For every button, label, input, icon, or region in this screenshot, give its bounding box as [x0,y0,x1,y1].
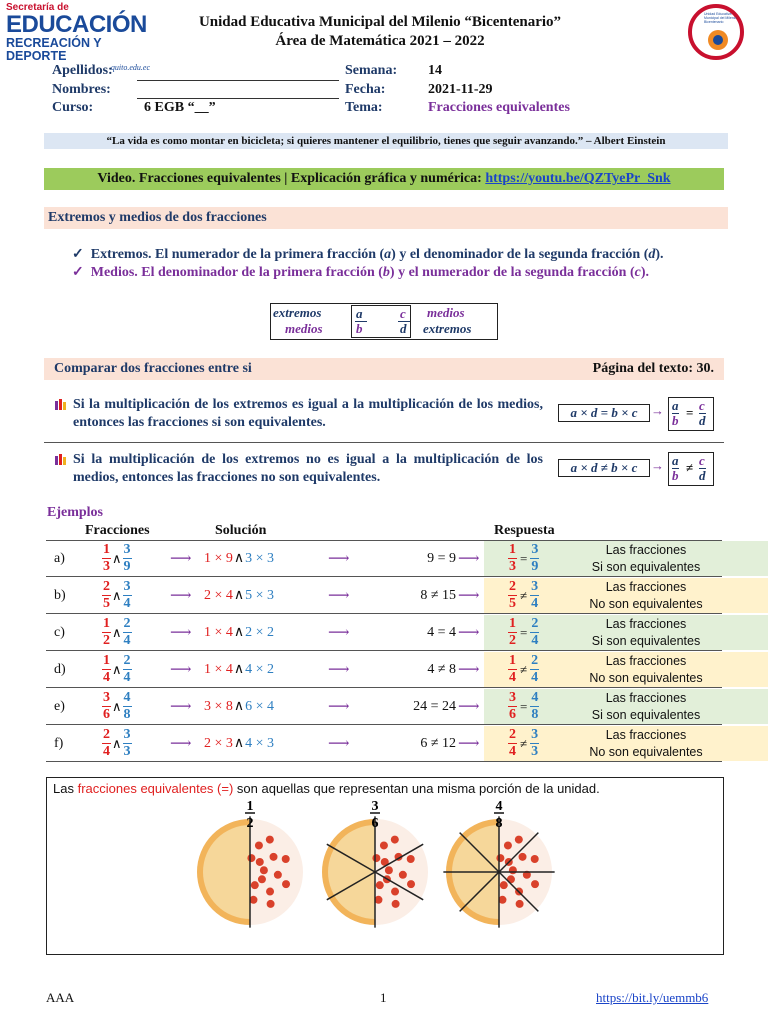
arrow-icon: ⟶ [458,662,480,678]
fraction-1: $\frac{1}{2}$ [103,616,110,648]
example-fractions: $\frac{3}{6}$ ∧ $\frac{4}{8}$ [103,690,131,722]
response-text: Las fracciones No son equivalentes [589,653,703,685]
pizza-denominator: 8 [495,816,503,831]
example-row [46,725,722,762]
col-solucion: Solución [215,523,267,538]
examples-title: Ejemplos [47,505,103,520]
pizza-illustrations [47,778,723,954]
fraction-2: $\frac{3}{9}$ [123,542,131,574]
definition-highlight: fracciones equivalentes (=) [77,781,234,796]
section1-title: Extremos y medios de dos fracciones [48,210,267,225]
definition-text: Las fracciones equivalentes (=) son aquellas que representan una misma porción de la unidad. [53,781,600,796]
response-text: Las fracciones Si son equivalentes [591,542,701,574]
example-row [46,614,722,651]
arrow-icon: ⟶ [458,699,480,715]
apellidos-label: Apellidos: [52,63,113,78]
col-respuesta: Respuesta [494,523,555,538]
arrow-icon: ⟶ [458,588,480,604]
example-solution: 2 × 4 ∧ 5 × 3 [204,587,275,603]
example-fractions: $\frac{1}{3}$ ∧ $\frac{3}{9}$ [103,542,131,574]
col-fracciones: Fracciones [85,523,150,538]
example-fractions: $\frac{1}{2}$ ∧ $\frac{2}{4}$ [103,616,131,648]
response-fractions: $\frac{1}{3}$ = $\frac{3}{9}$ [509,542,539,574]
school-name: Unidad Educativa Municipal del Milenio “Bicentenario” [198,14,562,30]
tema-value: Fracciones equivalentes [428,100,570,115]
example-solution: 1 × 9 ∧ 3 × 3 [204,550,275,566]
fraction-2: $\frac{2}{4}$ [123,616,131,648]
section-comparar [44,358,724,380]
fraction-2: $\frac{3}{3}$ [123,727,131,759]
example-label: a) [54,550,65,566]
diagram-medios-right: medios [427,305,465,320]
example-result: 9 = 9 [427,550,456,566]
example-solution: 2 × 3 ∧ 4 × 3 [204,735,275,751]
response-text: Las fracciones No son equivalentes [589,579,703,611]
example-result: 6 ≠ 12 [420,735,456,751]
footer-left: AAA [46,990,75,1005]
arrow-icon: ⟶ [170,699,192,715]
arrow-icon: ⟶ [328,551,350,567]
video-link[interactable]: https://youtu.be/QZTyePr_Snk [485,171,671,186]
fraction-1: $\frac{2}{5}$ [103,579,110,611]
books-icon [54,452,68,466]
pizza-numerator: 4 [495,799,503,814]
school-logo [688,4,744,60]
fraction-1: $\frac{1}{3}$ [103,542,110,574]
example-label: d) [54,661,66,677]
divider [44,442,724,443]
video-bar [44,168,724,190]
arrow-icon: ⟶ [328,625,350,641]
curso-label: Curso: [52,100,94,115]
pizza-denominator: 2 [246,816,254,831]
pizza-denominator: 6 [371,816,379,831]
bullet-icon [54,452,68,471]
bullet-icon [54,397,68,416]
fraction-2: $\frac{3}{4}$ [123,579,131,611]
fraction-1: $\frac{3}{6}$ [103,690,110,722]
example-fractions: $\frac{1}{4}$ ∧ $\frac{2}{4}$ [103,653,131,685]
quote-bar: “La vida es como montar en bicicleta; si quieres mantener el equilibrio, tienes que seguir avanzando.” – Albert Einstein [44,133,728,149]
example-solution: 3 × 8 ∧ 6 × 4 [204,698,275,714]
page-reference: Página del texto: 30. [592,361,714,376]
curso-value: 6 EGB “__” [144,100,216,115]
school-logo-text: Unidad Educativa Municipal del Milenio Bicentenario [704,12,737,24]
check-icon: ✓ [72,265,84,280]
example-fractions: $\frac{2}{5}$ ∧ $\frac{3}{4}$ [103,579,131,611]
arrow-icon: ⟶ [458,551,480,567]
fraction-1: $\frac{2}{4}$ [103,727,110,759]
rule-not-equivalent: Si la multiplicación de los extremos no es igual a la multiplicación de los medios, entonces las fracciones no son equivalentes. [73,452,543,485]
example-result: 8 ≠ 15 [420,587,456,603]
example-label: b) [54,587,66,603]
example-label: c) [54,624,65,640]
arrow-icon: ⟶ [328,662,350,678]
arrow-icon: ⟶ [170,551,192,567]
fraction-equal-box: a b = c d [668,397,714,431]
logo-line4: quito.edu.ec [110,63,150,72]
example-label: f) [54,735,64,751]
arrow-icon: ⟶ [458,736,480,752]
semana-value: 14 [428,63,442,78]
arrow-icon: ⟶ [170,736,192,752]
response-text: Las fracciones No son equivalentes [589,727,703,759]
example-result: 24 = 24 [413,698,456,714]
bullet-extremos: ✓ Extremos. El numerador de la primera fracción (a) y el denominador de la segunda fracción (d). [72,247,664,262]
rule-equivalent: Si la multiplicación de los extremos es igual a la multiplicación de los medios, entonces las fracciones si son equivalentes. [73,397,543,430]
definition-box [46,777,724,955]
arrow-icon: ⟶ [328,588,350,604]
example-result: 4 ≠ 8 [427,661,456,677]
section-extremos-medios [44,207,728,229]
pizza-1-2 [197,799,303,928]
response-fractions: $\frac{1}{4}$ ≠ $\frac{2}{4}$ [509,653,539,685]
response-fractions: $\frac{1}{2}$ = $\frac{2}{4}$ [509,616,539,648]
response-fractions: $\frac{2}{4}$ ≠ $\frac{3}{3}$ [509,727,539,759]
page-number: 1 [380,990,387,1005]
apellidos-field[interactable] [137,80,339,81]
arrow-icon: → [651,458,664,473]
logo-line3: RECREACIÓN Y DEPORTE [6,36,102,63]
semana-label: Semana: [345,63,398,78]
arrow-icon: ⟶ [328,736,350,752]
fraction-1: $\frac{1}{4}$ [103,653,110,685]
diagram-fraction-box: a b c d [351,305,411,338]
example-row [46,688,722,725]
pizza-numerator: 1 [246,799,254,814]
bullet-medios: ✓ Medios. El denominador de la primera fracción (b) y el numerador de la segunda fracción (c). [72,265,650,280]
example-fractions: $\frac{2}{4}$ ∧ $\frac{3}{3}$ [103,727,131,759]
logo-line2: EDUCACIÓN [6,11,147,38]
response-fractions: $\frac{3}{6}$ = $\frac{4}{8}$ [509,690,539,722]
check-icon: ✓ [72,247,84,262]
response-text: Las fracciones Si son equivalentes [591,690,701,722]
diagram-extremos-right: extremos [423,321,472,336]
pizza-4-8 [443,799,554,928]
example-solution: 1 × 4 ∧ 2 × 2 [204,624,275,640]
books-icon [54,397,68,411]
example-row [46,577,722,614]
example-solution: 1 × 4 ∧ 4 × 2 [204,661,275,677]
example-result: 4 = 4 [427,624,456,640]
video-text: Video. Fracciones equivalentes | Explicación gráfica y numérica: [97,171,486,186]
pizza-numerator: 3 [371,799,379,814]
arrow-icon: → [651,403,664,418]
table-top-border [46,540,722,541]
arrow-icon: ⟶ [170,662,192,678]
arrow-icon: ⟶ [328,699,350,715]
nombres-field[interactable] [137,98,339,99]
fecha-value: 2021-11-29 [428,82,493,97]
formula-equal: a × d = b × c [558,404,650,422]
fraction-2: $\frac{4}{8}$ [123,690,131,722]
arrow-icon: ⟶ [458,625,480,641]
response-fractions: $\frac{2}{5}$ ≠ $\frac{3}{4}$ [509,579,539,611]
arrow-icon: ⟶ [170,625,192,641]
pizza-3-6 [322,799,428,928]
fraction-2: $\frac{2}{4}$ [123,653,131,685]
footer-link[interactable]: https://bit.ly/uemmb6 [596,990,709,1005]
diagram-medios-left: medios [285,321,323,336]
arrow-icon: ⟶ [170,588,192,604]
formula-not-equal: a × d ≠ b × c [558,459,650,477]
fecha-label: Fecha: [345,82,386,97]
area-title: Área de Matemática 2021 – 2022 [275,33,485,49]
diagram-extremos-left: extremos [273,305,322,320]
example-row [46,651,722,688]
response-text: Las fracciones Si son equivalentes [591,616,701,648]
fraction-not-equal-box: a b ≠ c d [668,452,714,486]
example-label: e) [54,698,65,714]
nombres-label: Nombres: [52,82,111,97]
tema-label: Tema: [345,100,383,115]
logo-line1: Secretaría de [6,2,69,13]
extremos-medios-diagram [270,303,498,340]
example-row [46,540,722,577]
section2-title: Comparar dos fracciones entre si [54,361,252,376]
